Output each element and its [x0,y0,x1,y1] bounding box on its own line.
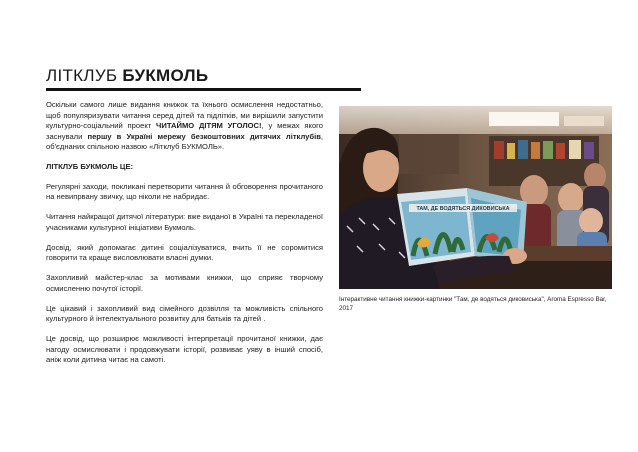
point-paragraph: Це цікавий і захопливий вид сімейного дозвілля та можливість спільного культурного й інтелектуального розвитку для батьків та дітей . [46,303,323,323]
event-photo [339,106,612,289]
project-name: ЧИТАЙМО ДІТЯМ УГОЛОС! [156,121,262,130]
point-paragraph: Регулярні заходи, покликані перетворити читання й обговорення прочитаного на невипрвану звичку, що ніколи не набридає. [46,181,323,201]
article-body [46,100,323,375]
book-title: ТАМ, ДЕ ВОДЯТЬСЯ ДИКОВИСЬКА [416,206,510,212]
point-paragraph: Досвід, який допомагає дитині соціалізуватися, вчить її не соромитися говорити та краще висловлювати власні думки. [46,242,323,262]
point-paragraph: Читання найкращої дитячої літератури: вже виданої в Україні та перекладеної учасниками культурної ініціативи Букмоль. [46,212,323,232]
section-heading: ЛІТКЛУБ БУКМОЛЬ ЦЕ: [46,162,134,171]
title-underline [46,88,361,91]
title-bold: БУКМОЛЬ [122,66,209,85]
point-paragraph: Це досвід, що розширює можливості інтерпретації прочитаної книжки, дає нагоду осмислювати і продовжувати історії, розвиває уяву в інший спосіб, аніж коли дитина читає на самоті. [46,334,323,364]
title-light: ЛІТКЛУБ [46,66,123,85]
network-highlight: першу в Україні мережу безкоштовних дитячих літклубів [87,131,321,141]
intro-part-3: , об'єднаних спільною назвою «Літклуб БУКМОЛЬ». [46,131,323,151]
intro-paragraph [46,100,323,153]
page-title [46,66,208,86]
point-paragraph: Захопливий майстер-клас за мотивами книжки, що сприяє творчому осмисленню почутої історії. [46,273,323,293]
intro-part-2: , у межах якого заснували [46,121,324,141]
photo-caption: Інтерактивне читання книжки-картинки "Там, де водяться дикoвиська", Aroma Espresso Bar, 2017 [339,296,607,312]
intro-part-1: Оскільки самого лише видання книжок та їхнього осмислення недостатньо, щоб популяризувати читання серед дітей та підлітків, ми вирішили запустити культурно-соціальний проект [46,100,323,130]
